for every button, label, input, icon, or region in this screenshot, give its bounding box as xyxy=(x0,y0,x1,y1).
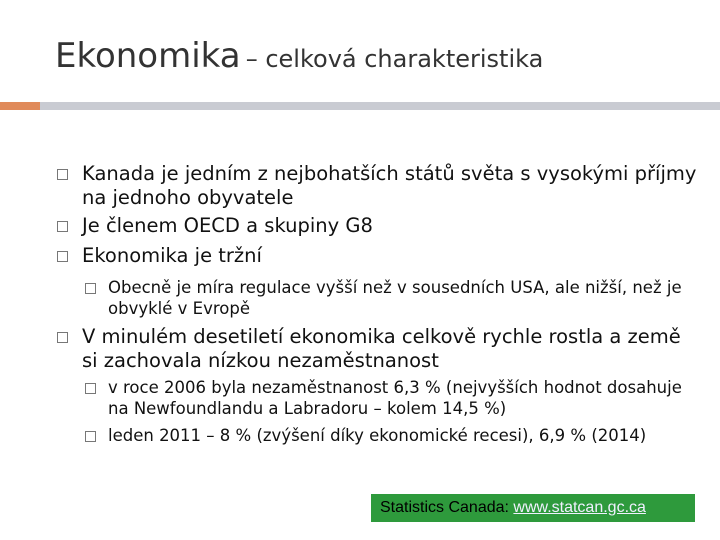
sub-bullet-item: leden 2011 – 8 % (zvýšení díky ekonomické recesi), 6,9 % (2014) xyxy=(108,426,647,445)
source-label: Statistics Canada: xyxy=(380,499,514,516)
bullet-square-icon xyxy=(85,283,96,294)
bullet-square-icon xyxy=(85,431,96,442)
source-link[interactable]: www.statcan.gc.ca xyxy=(513,499,646,516)
sub-bullet-item: Obecně je míra regulace vyšší než v sousedních USA, ale nižší, než je obvyklé v Evropě xyxy=(108,278,682,318)
bullet-square-icon xyxy=(57,251,68,262)
source-box xyxy=(371,494,695,522)
bullet-item: Kanada je jedním z nejbohatších států světa s vysokými příjmy na jednoho obyvatele xyxy=(82,162,697,209)
bullet-square-icon xyxy=(57,221,68,232)
bullet-item: Ekonomika je tržní xyxy=(82,244,262,267)
title-main: Ekonomika xyxy=(55,36,241,76)
title-sub: – celková charakteristika xyxy=(245,45,544,73)
bullet-item: Je členem OECD a skupiny G8 xyxy=(82,214,373,237)
bullet-square-icon xyxy=(57,169,68,180)
sub-bullet-item: v roce 2006 byla nezaměstnanost 6,3 % (nejvyšších hodnot dosahuje na Newfoundlandu a Labradoru – kolem 14,5 %) xyxy=(108,378,682,418)
bullet-item: V minulém desetiletí ekonomika celkově rychle rostla a země si zachovala nízkou nezaměstnanost xyxy=(82,325,681,372)
bullet-square-icon xyxy=(57,332,68,343)
bullet-square-icon xyxy=(85,383,96,394)
